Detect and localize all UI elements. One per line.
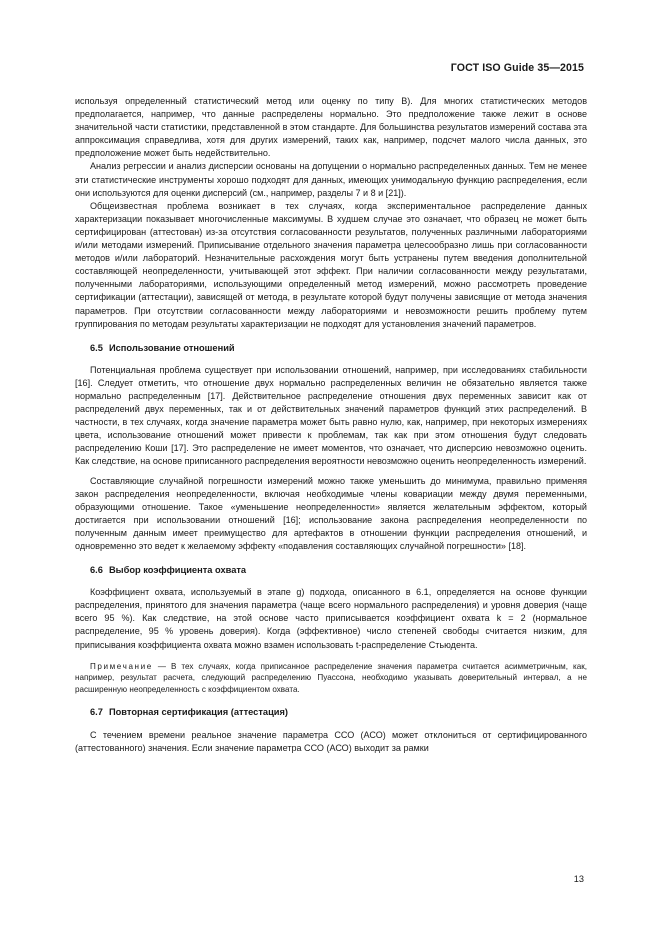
paragraph: Общеизвестная проблема возникает в тех случаях, когда экспериментальное распределение данных характеризации показывает многочисленные максимумы. В худшем случае это означает, что образец не может быть сертифицирован (аттестован) из-за отсутствия согласованности результатов, полученных различными лабораториями и/или методами измерений. Приписывание отдельного значения параметра целесообразно лишь при согласованности методов и/или лабораторий. Незначительные расхождения могут быть устранены путем введения дополнительной составляющей неопределенности, учитывающей этот эффект. При наличии согласованности между результатами, полученными лабораториями, использующими определенный метод измерений, можно рассмотреть проведение сертификации (аттестации), зависящей от метода, в результате которой будут получены зависящие от метода значения параметров. При отсутствии согласованности между лабораториями и невозможности решить проблему путем группирования по методам результаты характеризации не подходят для установления значений параметров. bbox=[75, 200, 587, 329]
section-title: Выбор коэффициента охвата bbox=[108, 565, 247, 576]
section-heading bbox=[90, 342, 587, 355]
section-number: 6.5 bbox=[90, 342, 103, 353]
section-title: Использование отношений bbox=[108, 342, 235, 353]
section-heading bbox=[90, 706, 587, 719]
section-number: 6.7 bbox=[90, 707, 103, 718]
paragraph: Потенциальная проблема существует при использовании отношений, например, при исследованиях стабильности [16]. Следует отметить, что отношение двух нормально распределенных величин не обязательно является также нормально распределенным [17]. Действительное распределение отношения двух переменных зависит как от распределений двух переменных, так и от действительных значений параметров функций этих распределений. В частности, в тех случаях, когда значение параметра может быть равно нулю, как, например, при некоторых измерениях цвета, использование отношений может привести к проблемам, так как при этом отношения будут следовать распределению Коши [17]. Это распределение не имеет моментов, что означает, что дисперсию невозможно оценить. Как следствие, на основе приписанного распределения вероятности невозможно оценить неопределенность измерений. bbox=[75, 364, 587, 467]
paragraph: Коэффициент охвата, используемый в этапе g) подхода, описанного в 6.1, определяется на основе функции распределения, принятого для значения параметра (чаще всего нормального распределения) и уровня доверия (чаще всего 95 %). Как следствие, на этой основе часто приписывается коэффициент охвата k = 2 (нормальное распределение, 95 % уровень доверия). Когда (эффективное) число степеней свободы считается низким, для приписывания коэффициента охвата можно взамен использовать t-распределение Стьюдента. bbox=[75, 587, 587, 650]
document-body bbox=[75, 95, 587, 755]
paragraph: Составляющие случайной погрешности измерений можно также уменьшить до минимума, правильно применяя закон распределения неопределенности, включая необходимые члены ковариации между двумя переменными, образующими отношение. Такое «уменьшение неопределенности» является желательным эффектом, который достигается при использовании отношений [16]; использование закона распределения неопределенности по полученным данным имеет преимущество для артефактов в отношении функции распределения отношений, и одновременно это ведет к желаемому эффекту «подавления составляющих случайной погрешности» [18]. bbox=[75, 475, 587, 551]
page-number: 13 bbox=[573, 874, 584, 884]
note-text: — В тех случаях, когда приписанное распределение значения параметра считается асимметричным, как, например, результат расчета, следующий распределению Пуассона, необходимо указывать доверительный интервал, а не расширенную неопределенность с коэффициентом охвата. bbox=[75, 661, 587, 694]
document-header: ГОСТ ISO Guide 35—2015 bbox=[450, 62, 584, 74]
note bbox=[75, 661, 587, 696]
section-title: Повторная сертификация (аттестация) bbox=[108, 707, 289, 718]
note-label: Примечание bbox=[90, 661, 153, 671]
section-number: 6.6 bbox=[90, 565, 103, 576]
paragraph: Анализ регрессии и анализ дисперсии основаны на допущении о нормально распределенных данных. Тем не менее эти статистические инструменты хорошо подходят для данных, имеющих унимодальную функцию распределения, если они используются для оценки дисперсий (см., например, разделы 7 и 8 и [21]). bbox=[75, 161, 587, 198]
paragraph: С течением времени реальное значение параметра ССО (АСО) может отклониться от сертифицированного (аттестованного) значения. Если значение параметра ССО (АСО) выходит за рамки bbox=[75, 729, 587, 753]
paragraph: используя определенный статистический метод или оценку по типу B). Для многих статистических методов предполагается, например, что данные распределены нормально. Это предположение также лежит в основе значительной части статистики, представленной в этом стандарте. Для большинства результатов измерений состава эта аппроксимация справедлива, хотя для других измерений, таких как, например, подсчет малого числа данных, это предположение может быть недействительно. bbox=[75, 96, 587, 159]
section-heading bbox=[90, 564, 587, 577]
